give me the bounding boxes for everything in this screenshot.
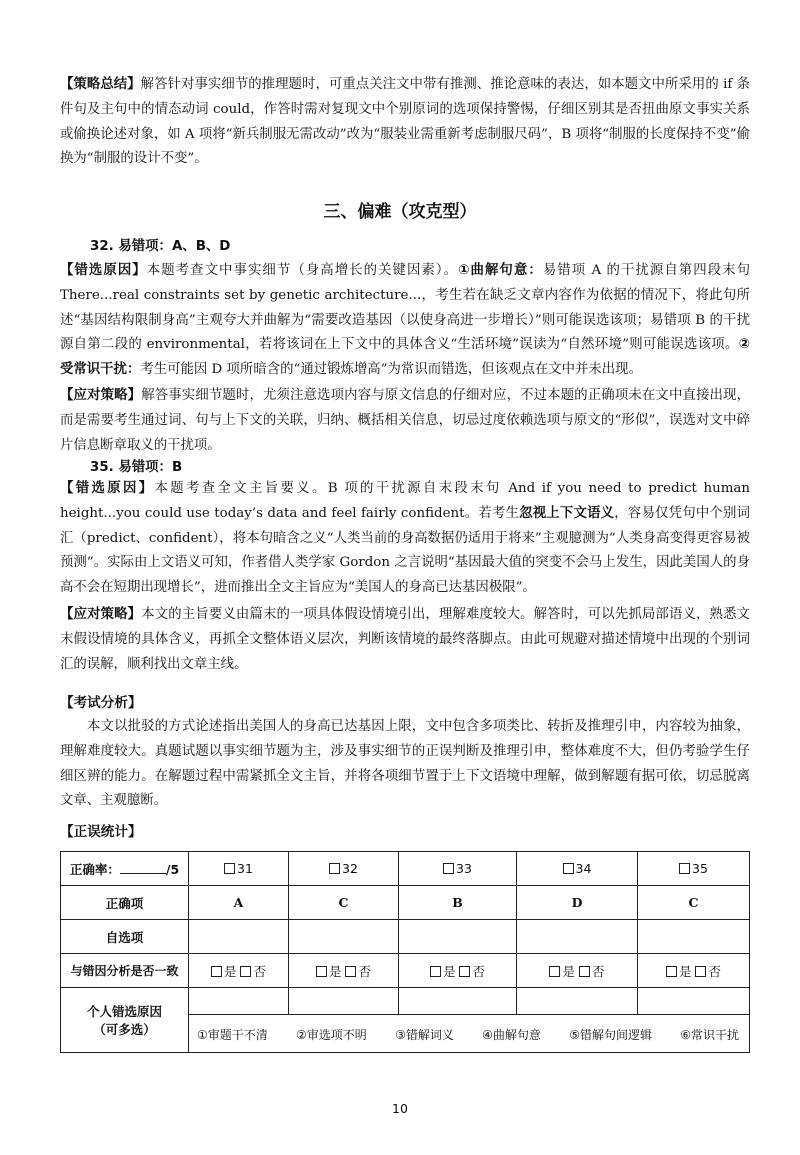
checkbox-icon[interactable] [240, 966, 251, 977]
consistency-cell [289, 954, 399, 988]
q32-heading: 32. 易错项：A、B、D [90, 239, 231, 254]
yes-label: 是 [562, 963, 575, 979]
yes-label: 是 [328, 963, 342, 979]
reason-option-2[interactable]: ②审选项不明 [296, 1028, 367, 1042]
self-choice-cell[interactable] [189, 920, 289, 954]
row-label-consistency: 与错因分析是否一致 [61, 954, 189, 988]
checkbox-icon[interactable] [345, 966, 356, 977]
checkbox-icon[interactable] [579, 966, 590, 977]
exam-analysis-heading: 【考试分析】 [60, 695, 142, 711]
question-cell-35[interactable] [638, 852, 750, 886]
question-cell-31[interactable] [189, 852, 289, 886]
q35-strategy-label: 【应对策略】 [60, 607, 142, 622]
stats-heading: 【正误统计】 [60, 824, 142, 840]
consistency-cell [517, 954, 638, 988]
question-number: 35 [692, 861, 708, 876]
reason-option-3[interactable]: ③错解词义 [395, 1028, 454, 1042]
consistency-cell [638, 954, 750, 988]
section-title: 三、偏难（攻克型） [323, 202, 477, 222]
reasons-list [189, 1026, 749, 1052]
reason-option-6[interactable]: ⑥常识干扰 [680, 1028, 739, 1042]
question-cell-32[interactable] [289, 852, 399, 886]
checkbox-icon[interactable] [211, 966, 222, 977]
table-row-consistency [61, 954, 750, 988]
strategy-summary-paragraph [60, 73, 750, 172]
reason-label-line-2: （可多选） [93, 1022, 156, 1037]
q35-heading: 35. 易错项：B [90, 460, 183, 475]
checkbox-icon[interactable] [666, 966, 677, 977]
row-label-reasons [61, 988, 189, 1053]
q35-reason-paragraph [60, 477, 750, 601]
answer-cell: C [638, 886, 750, 920]
yes-label: 是 [442, 963, 456, 979]
answer-cell: C [289, 886, 399, 920]
checkbox-icon[interactable] [549, 966, 560, 977]
checkbox-icon[interactable] [563, 863, 574, 874]
reason-option-1[interactable]: ①审题干不清 [197, 1028, 268, 1042]
question-cell-34[interactable] [517, 852, 638, 886]
no-label: 否 [253, 963, 266, 979]
checkbox-icon[interactable] [329, 863, 340, 874]
checkbox-icon[interactable] [443, 863, 454, 874]
answer-cell: B [399, 886, 517, 920]
checkbox-icon[interactable] [679, 863, 690, 874]
q32-reason-bold-2: ②受常识干扰： [60, 337, 750, 378]
question-number: 34 [575, 861, 592, 876]
q35-strategy-paragraph [60, 603, 750, 677]
q35-reason-text-1: 本题考查全文主旨要义。B 项的干扰源自末段末句 And if you need to predict human height...you could use today’s data and feel fairly confident。若考生 [60, 481, 751, 521]
checkbox-icon[interactable] [224, 863, 235, 874]
accuracy-suffix: /5 [165, 861, 180, 877]
question-number: 31 [237, 861, 253, 876]
table-row-correct [61, 886, 750, 920]
table-row-self-choice [61, 920, 750, 954]
q32-reason-paragraph [60, 259, 750, 383]
question-number: 32 [342, 861, 358, 876]
accuracy-stats-table [60, 851, 750, 1053]
row-label-self-choice: 自选项 [61, 920, 189, 954]
q35-reason-bold-1: 忽视上下文语义 [519, 505, 615, 521]
checkbox-icon[interactable] [695, 966, 706, 977]
consistency-cell [189, 954, 289, 988]
accuracy-blank-field[interactable] [120, 861, 166, 874]
self-choice-cell[interactable] [638, 920, 750, 954]
reasons-upper-grid [189, 988, 749, 1014]
q35-strategy-text: 本文的主旨要义由篇末的一项具体假设情境引出，理解难度较大。解答时，可以先抓局部语义，熟悉文末假设情境的具体含义，再抓全文整体语义层次，判断该情境的最终落脚点。由此可规避对描述情境中出现的个别词汇的误解，顺利找出文章主线。 [60, 607, 751, 672]
reason-option-5[interactable]: ⑤错解句间逻辑 [569, 1028, 652, 1042]
self-choice-cell[interactable] [289, 920, 399, 954]
reason-option-4[interactable]: ④曲解句意 [482, 1028, 541, 1042]
q32-reason-bold-1: ①曲解句意： [458, 263, 543, 278]
q32-strategy-text: 解答事实细节题时，尤须注意选项内容与原文信息的仔细对应，不过本题的正确项未在文中直接出现，而是需要考生通过词、句与上下文的关联，归纳、概括相关信息，切忌过度依赖选项与原文的“形似”，误选对文中碎片信息断章取义的干扰项。 [60, 388, 751, 453]
question-number: 33 [456, 861, 472, 876]
answer-cell: A [189, 886, 289, 920]
checkbox-icon[interactable] [430, 966, 441, 977]
question-cell-33[interactable] [399, 852, 517, 886]
no-label: 否 [358, 963, 371, 979]
yes-label: 是 [678, 963, 692, 979]
no-label: 否 [708, 963, 721, 979]
self-choice-cell[interactable] [399, 920, 517, 954]
q35-reason-label: 【错选原因】 [60, 481, 155, 496]
q32-reason-text-2: 易错项 A 的干扰源自第四段末句 There...real constraints set by genetic architecture...，考生若在缺乏文章内容作为依据的情况下，将此句所述“基因结构限制身高”主观夸大并曲解为“需要改造基因（以使身高进一步增长）”则可能误选该项；易错项 B 的干扰源自第二段的 environmental，若将该词在上下文中的具体含义“生活环境”误读为“自然环境”则可能误选该项。 [60, 263, 751, 353]
table-row-header [61, 852, 750, 886]
accuracy-cell [61, 852, 189, 886]
q35-reason-text-2: ，容易仅凭句中个别词汇（predict、confident），将本句暗含之义“人类当前的身高数据仍适用于将来”主观臆测为“人类身高变得更容易被预测”。实际由上文语义可知，作者借人类学家 Gordon 之言说明“基因最大值的突变不会马上发生，因此美国人的身高不会在短期出现增长”，进而推出全文主旨应为“美国人的身高已达基因极限”。 [60, 505, 750, 596]
checkbox-icon[interactable] [316, 966, 327, 977]
no-label: 否 [472, 963, 485, 979]
accuracy-label: 正确率： [69, 861, 120, 877]
yes-label: 是 [223, 963, 237, 979]
q32-strategy-label: 【应对策略】 [60, 388, 142, 403]
reasons-cell [189, 988, 750, 1053]
exam-analysis-paragraph: 本文以批驳的方式论述指出美国人的身高已达基因上限，文中包含多项类比、转折及推理引申，内容较为抽象，理解难度较大。真题试题以事实细节题为主，涉及事实细节的正误判断及推理引申，整体难度不大，但仍考验学生仔细区辨的能力。在解题过程中需紧抓全文主旨，并将各项细节置于上下文语境中理解，做到解题有据可依，切忌脱离文章、主观臆断。 [60, 719, 750, 809]
page-number: 10 [392, 1101, 408, 1116]
strategy-summary-text: 解答针对事实细节的推理题时，可重点关注文中带有推测、推论意味的表达，如本题文中所采用的 if 条件句及主句中的情态动词 could，作答时需对复现文中个别原词的选项保持警惕，仔细区别其是否扭曲原文事实关系或偷换论述对象，如 A 项将“新兵制服无需改动”改为“服装业需重新考虑制服尺码”，B 项将“制服的长度保持不变”偷换为“制服的设计不变”。 [60, 77, 751, 167]
q32-reason-label: 【错选原因】 [60, 263, 147, 278]
no-label: 否 [591, 963, 605, 979]
q32-reason-text-1: 本题考查文中事实细节（身高增长的关键因素）。 [146, 263, 459, 278]
row-label-correct: 正确项 [61, 886, 189, 920]
reason-label-line-1: 个人错选原因 [86, 1004, 162, 1019]
table-row-reasons [61, 988, 750, 1053]
q32-strategy-paragraph [60, 384, 750, 458]
q32-reason-text-3: 考生可能因 D 项所暗含的“通过锻炼增高”为常识而错选，但该观点在文中并未出现。 [140, 362, 642, 378]
strategy-summary-label: 【策略总结】 [60, 77, 141, 92]
consistency-cell [399, 954, 517, 988]
self-choice-cell[interactable] [517, 920, 638, 954]
checkbox-icon[interactable] [459, 966, 470, 977]
answer-cell: D [517, 886, 638, 920]
